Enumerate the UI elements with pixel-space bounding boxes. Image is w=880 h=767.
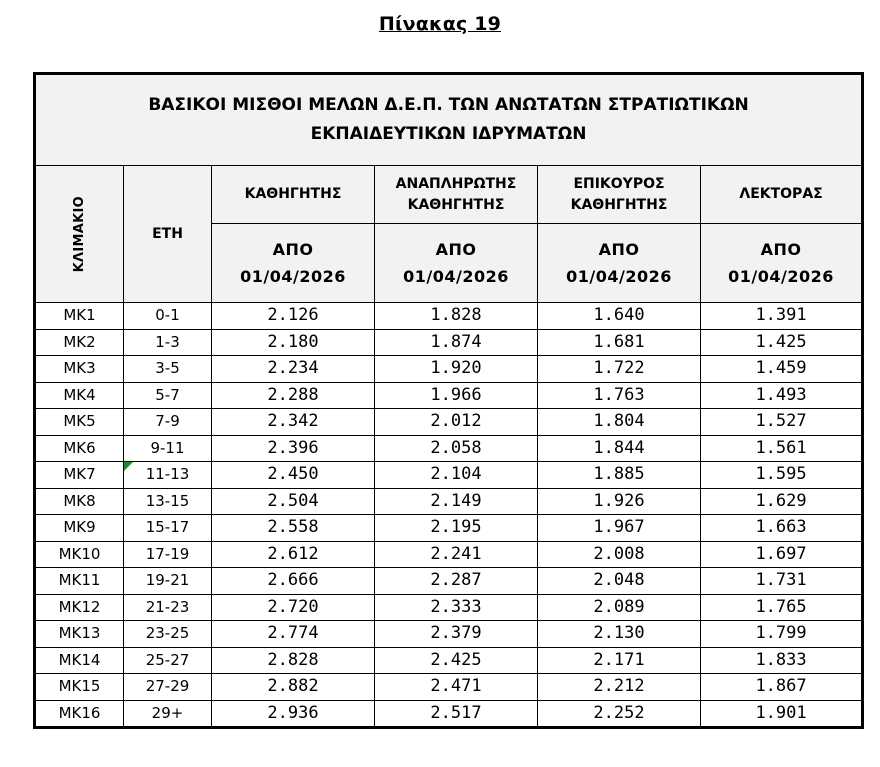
header-date-line2: 01/04/2026 <box>403 267 509 286</box>
cell-salary: 2.130 <box>538 621 701 648</box>
header-date-line1: ΑΠΟ <box>435 240 477 259</box>
cell-klimakio: ΜΚ2 <box>35 329 124 356</box>
cell-salary: 2.288 <box>212 382 375 409</box>
cell-salary: 2.287 <box>375 568 538 595</box>
cell-salary: 1.926 <box>538 488 701 515</box>
cell-salary: 1.844 <box>538 435 701 462</box>
cell-salary: 2.558 <box>212 515 375 542</box>
cell-eti: 1-3 <box>124 329 212 356</box>
table-title <box>35 74 863 166</box>
cell-klimakio: ΜΚ9 <box>35 515 124 542</box>
cell-salary: 1.493 <box>701 382 863 409</box>
cell-salary: 2.008 <box>538 541 701 568</box>
header-date-cell <box>375 224 538 303</box>
cell-salary: 2.241 <box>375 541 538 568</box>
cell-salary: 2.471 <box>375 674 538 701</box>
salary-table <box>33 72 864 729</box>
cell-salary: 1.901 <box>701 700 863 728</box>
cell-salary: 1.681 <box>538 329 701 356</box>
header-col-lektoras <box>701 166 863 224</box>
cell-salary: 1.885 <box>538 462 701 489</box>
cell-eti: 19-21 <box>124 568 212 595</box>
header-col-kathigitis <box>212 166 375 224</box>
cell-eti: 17-19 <box>124 541 212 568</box>
cell-eti <box>124 462 212 489</box>
cell-salary: 1.804 <box>538 409 701 436</box>
cell-salary: 1.966 <box>375 382 538 409</box>
cell-salary: 2.212 <box>538 674 701 701</box>
cell-eti-text: 11-13 <box>145 465 190 484</box>
cell-salary: 1.629 <box>701 488 863 515</box>
cell-eti: 25-27 <box>124 647 212 674</box>
cell-klimakio: ΜΚ1 <box>35 303 124 330</box>
table-body <box>35 303 863 728</box>
header-klimakio <box>35 166 124 303</box>
table-row <box>35 488 863 515</box>
header-date-line2: 01/04/2026 <box>240 267 346 286</box>
cell-klimakio: ΜΚ5 <box>35 409 124 436</box>
cell-salary: 2.450 <box>212 462 375 489</box>
cell-comment-marker-icon <box>124 462 133 471</box>
cell-salary: 1.867 <box>701 674 863 701</box>
cell-salary: 2.149 <box>375 488 538 515</box>
cell-eti: 15-17 <box>124 515 212 542</box>
cell-klimakio: ΜΚ4 <box>35 382 124 409</box>
cell-klimakio: ΜΚ11 <box>35 568 124 595</box>
cell-salary: 2.234 <box>212 356 375 383</box>
table-row <box>35 435 863 462</box>
cell-salary: 2.048 <box>538 568 701 595</box>
cell-eti: 7-9 <box>124 409 212 436</box>
cell-salary: 2.252 <box>538 700 701 728</box>
header-eti <box>124 166 212 303</box>
table-row <box>35 700 863 728</box>
cell-klimakio: ΜΚ15 <box>35 674 124 701</box>
table-title-line2: ΕΚΠΑΙΔΕΥΤΙΚΩΝ ΙΔΡΥΜΑΤΩΝ <box>310 124 587 144</box>
cell-salary: 2.180 <box>212 329 375 356</box>
cell-eti: 23-25 <box>124 621 212 648</box>
table-row <box>35 409 863 436</box>
header-date-cell <box>701 224 863 303</box>
cell-salary: 1.697 <box>701 541 863 568</box>
header-col-line2: ΚΑΘΗΓΗΤΗΣ <box>407 196 505 213</box>
cell-salary: 2.171 <box>538 647 701 674</box>
cell-salary: 2.396 <box>212 435 375 462</box>
cell-salary: 2.089 <box>538 594 701 621</box>
cell-salary: 1.967 <box>538 515 701 542</box>
cell-salary: 2.058 <box>375 435 538 462</box>
header-date-line2: 01/04/2026 <box>728 267 834 286</box>
cell-eti: 9-11 <box>124 435 212 462</box>
cell-salary: 2.828 <box>212 647 375 674</box>
header-date-line2: 01/04/2026 <box>566 267 672 286</box>
table-row <box>35 382 863 409</box>
header-col-line1: ΛΕΚΤΟΡΑΣ <box>739 186 823 202</box>
cell-salary: 1.663 <box>701 515 863 542</box>
cell-klimakio: ΜΚ10 <box>35 541 124 568</box>
cell-eti: 5-7 <box>124 382 212 409</box>
cell-salary: 2.666 <box>212 568 375 595</box>
cell-salary: 2.425 <box>375 647 538 674</box>
header-date-line1: ΑΠΟ <box>272 240 314 259</box>
cell-salary: 2.504 <box>212 488 375 515</box>
cell-salary: 1.640 <box>538 303 701 330</box>
table-row <box>35 621 863 648</box>
cell-salary: 2.774 <box>212 621 375 648</box>
cell-salary: 2.012 <box>375 409 538 436</box>
cell-salary: 2.195 <box>375 515 538 542</box>
table-title-line1: ΒΑΣΙΚΟΙ ΜΙΣΘΟΙ ΜΕΛΩΝ Δ.Ε.Π. ΤΩΝ ΑΝΩΤΑΤΩΝ ΣΤΡΑΤΙΩΤΙΚΩΝ <box>148 95 749 115</box>
cell-salary: 2.342 <box>212 409 375 436</box>
cell-klimakio: ΜΚ7 <box>35 462 124 489</box>
cell-salary: 2.104 <box>375 462 538 489</box>
cell-salary: 1.920 <box>375 356 538 383</box>
cell-eti: 0-1 <box>124 303 212 330</box>
cell-eti: 21-23 <box>124 594 212 621</box>
cell-salary: 2.612 <box>212 541 375 568</box>
cell-salary: 2.882 <box>212 674 375 701</box>
cell-klimakio: ΜΚ8 <box>35 488 124 515</box>
table-row <box>35 303 863 330</box>
cell-salary: 1.459 <box>701 356 863 383</box>
header-col-line1: ΕΠΙΚΟΥΡΟΣ <box>573 175 665 192</box>
cell-klimakio: ΜΚ13 <box>35 621 124 648</box>
cell-salary: 1.561 <box>701 435 863 462</box>
cell-salary: 1.731 <box>701 568 863 595</box>
header-date-line1: ΑΠΟ <box>598 240 640 259</box>
header-col-line1: ΑΝΑΠΛΗΡΩΤΗΣ <box>395 175 517 192</box>
page-title: Πίνακας 19 <box>378 13 502 35</box>
cell-salary: 1.763 <box>538 382 701 409</box>
header-col-epikouros <box>538 166 701 224</box>
cell-klimakio: ΜΚ12 <box>35 594 124 621</box>
cell-salary: 2.126 <box>212 303 375 330</box>
cell-salary: 1.527 <box>701 409 863 436</box>
table-row <box>35 594 863 621</box>
cell-klimakio: ΜΚ6 <box>35 435 124 462</box>
cell-salary: 1.391 <box>701 303 863 330</box>
header-date-cell <box>538 224 701 303</box>
cell-salary: 2.517 <box>375 700 538 728</box>
header-date-line1: ΑΠΟ <box>760 240 802 259</box>
cell-klimakio: ΜΚ14 <box>35 647 124 674</box>
header-col-line1: ΚΑΘΗΓΗΤΗΣ <box>244 186 342 202</box>
cell-salary: 1.595 <box>701 462 863 489</box>
cell-eti: 27-29 <box>124 674 212 701</box>
cell-salary: 2.379 <box>375 621 538 648</box>
cell-salary: 1.765 <box>701 594 863 621</box>
cell-salary: 2.720 <box>212 594 375 621</box>
table-row <box>35 568 863 595</box>
cell-salary: 1.874 <box>375 329 538 356</box>
header-col-line2: ΚΑΘΗΓΗΤΗΣ <box>570 196 668 213</box>
table-row <box>35 356 863 383</box>
cell-eti: 13-15 <box>124 488 212 515</box>
cell-klimakio: ΜΚ3 <box>35 356 124 383</box>
table-row <box>35 515 863 542</box>
cell-eti: 3-5 <box>124 356 212 383</box>
cell-salary: 1.722 <box>538 356 701 383</box>
cell-salary: 1.799 <box>701 621 863 648</box>
table-row <box>35 647 863 674</box>
header-klimakio-label: ΚΛΙΜΑΚΙΟ <box>72 195 87 273</box>
cell-salary: 1.425 <box>701 329 863 356</box>
table-row <box>35 329 863 356</box>
cell-klimakio: ΜΚ16 <box>35 700 124 728</box>
cell-eti: 29+ <box>124 700 212 728</box>
table-row <box>35 541 863 568</box>
cell-salary: 1.833 <box>701 647 863 674</box>
table-row <box>35 674 863 701</box>
header-date-cell <box>212 224 375 303</box>
header-col-anaplirotis <box>375 166 538 224</box>
table-row <box>35 462 863 489</box>
cell-salary: 2.333 <box>375 594 538 621</box>
header-eti-label: ΕΤΗ <box>152 225 183 242</box>
cell-salary: 1.828 <box>375 303 538 330</box>
cell-salary: 2.936 <box>212 700 375 728</box>
